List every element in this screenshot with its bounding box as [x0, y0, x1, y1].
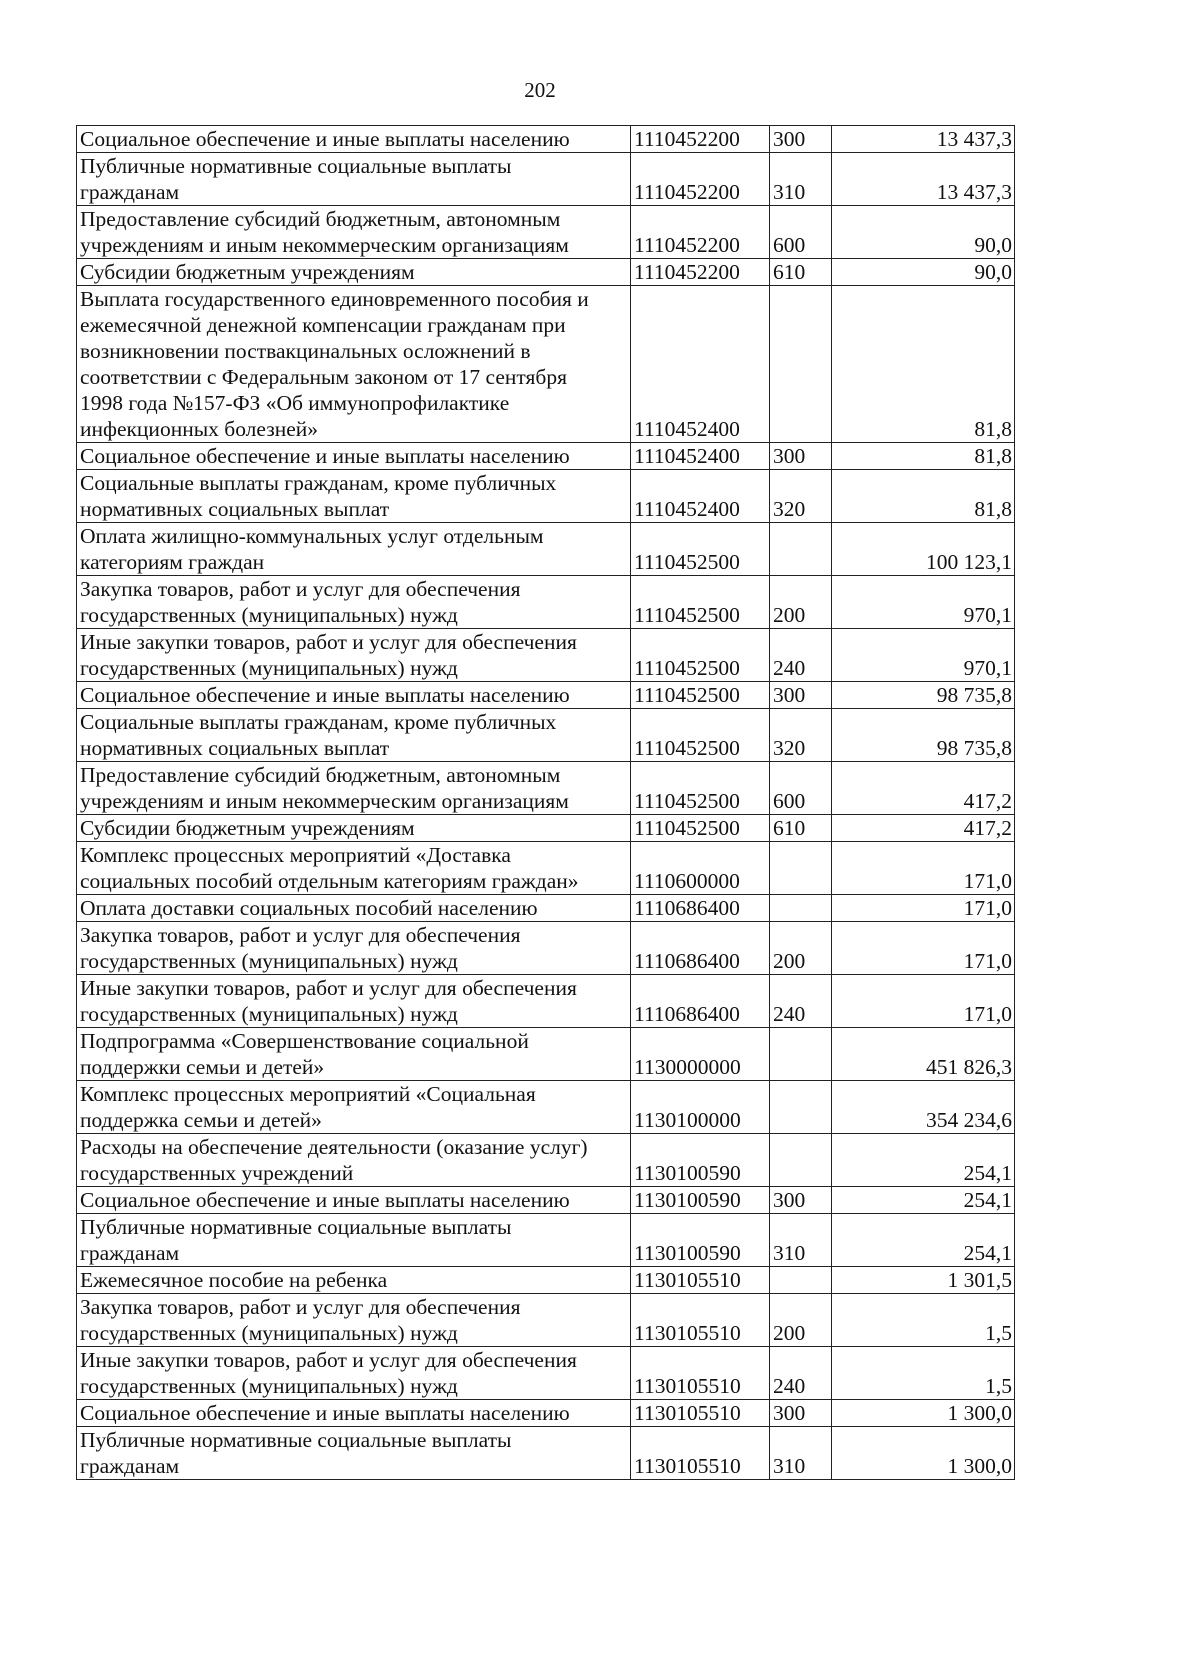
expense-type-cell: 610	[770, 815, 832, 842]
amount-cell: 171,0	[832, 922, 1015, 975]
table-row	[77, 153, 1015, 206]
target-code-cell: 1110452200	[631, 259, 770, 286]
amount-cell: 354 234,6	[832, 1081, 1015, 1134]
amount-cell: 90,0	[832, 259, 1015, 286]
expense-type-cell: 300	[770, 126, 832, 153]
target-code-cell: 1110452400	[631, 443, 770, 470]
target-code-cell: 1130000000	[631, 1028, 770, 1081]
amount-cell: 970,1	[832, 576, 1015, 629]
expense-name-cell: Социальное обеспечение и иные выплаты населению	[77, 443, 631, 470]
target-code-cell: 1130100000	[631, 1081, 770, 1134]
expense-name-cell: Иные закупки товаров, работ и услуг для обеспечения государственных (муниципальных) нужд	[77, 629, 631, 682]
target-code-cell: 1130105510	[631, 1427, 770, 1480]
expense-name-cell: Оплата жилищно-коммунальных услуг отдельным категориям граждан	[77, 523, 631, 576]
expense-name-cell: Социальное обеспечение и иные выплаты населению	[77, 1187, 631, 1214]
expense-type-cell	[770, 1028, 832, 1081]
amount-cell: 1,5	[832, 1294, 1015, 1347]
amount-cell: 254,1	[832, 1134, 1015, 1187]
expense-type-cell	[770, 1267, 832, 1294]
amount-cell: 81,8	[832, 470, 1015, 523]
table-row	[77, 1427, 1015, 1480]
amount-cell: 13 437,3	[832, 153, 1015, 206]
amount-cell: 1,5	[832, 1347, 1015, 1400]
target-code-cell: 1130100590	[631, 1134, 770, 1187]
target-code-cell: 1130105510	[631, 1347, 770, 1400]
expense-type-cell	[770, 842, 832, 895]
expense-name-cell: Ежемесячное пособие на ребенка	[77, 1267, 631, 1294]
table-row	[77, 1267, 1015, 1294]
amount-cell: 13 437,3	[832, 126, 1015, 153]
expense-name-cell: Закупка товаров, работ и услуг для обеспечения государственных (муниципальных) нужд	[77, 922, 631, 975]
amount-cell: 1 300,0	[832, 1427, 1015, 1480]
target-code-cell: 1130105510	[631, 1294, 770, 1347]
table-row	[77, 629, 1015, 682]
expense-name-cell: Предоставление субсидий бюджетным, автономным учреждениям и иным некоммерческим организациям	[77, 762, 631, 815]
amount-cell: 254,1	[832, 1187, 1015, 1214]
expense-type-cell: 600	[770, 762, 832, 815]
expense-type-cell: 300	[770, 682, 832, 709]
expense-type-cell	[770, 1081, 832, 1134]
table-row	[77, 206, 1015, 259]
expense-name-cell: Иные закупки товаров, работ и услуг для обеспечения государственных (муниципальных) нужд	[77, 975, 631, 1028]
target-code-cell: 1110452500	[631, 815, 770, 842]
expense-name-cell: Выплата государственного единовременного пособия и ежемесячной денежной компенсации гражданам при возникновении поствакцинальных осложнений в соответствии с Федеральным законом от 17 сентября 1998 года №157-ФЗ «Об иммунопрофилактике инфекционных болезней»	[77, 286, 631, 443]
amount-cell: 171,0	[832, 895, 1015, 922]
expense-type-cell: 310	[770, 1214, 832, 1267]
budget-table-body	[77, 126, 1015, 1480]
expense-name-cell: Социальное обеспечение и иные выплаты населению	[77, 126, 631, 153]
table-row	[77, 1081, 1015, 1134]
amount-cell: 98 735,8	[832, 682, 1015, 709]
target-code-cell: 1110686400	[631, 975, 770, 1028]
amount-cell: 171,0	[832, 842, 1015, 895]
expense-type-cell: 320	[770, 470, 832, 523]
table-row	[77, 1400, 1015, 1427]
table-row	[77, 975, 1015, 1028]
amount-cell: 417,2	[832, 762, 1015, 815]
target-code-cell: 1110452200	[631, 126, 770, 153]
table-row	[77, 470, 1015, 523]
expense-name-cell: Подпрограмма «Совершенствование социальной поддержки семьи и детей»	[77, 1028, 631, 1081]
table-row	[77, 443, 1015, 470]
amount-cell: 1 301,5	[832, 1267, 1015, 1294]
amount-cell: 254,1	[832, 1214, 1015, 1267]
amount-cell: 451 826,3	[832, 1028, 1015, 1081]
table-row	[77, 1214, 1015, 1267]
amount-cell: 90,0	[832, 206, 1015, 259]
expense-name-cell: Закупка товаров, работ и услуг для обеспечения государственных (муниципальных) нужд	[77, 1294, 631, 1347]
page-number: 202	[524, 78, 556, 102]
target-code-cell: 1130105510	[631, 1400, 770, 1427]
target-code-cell: 1110686400	[631, 922, 770, 975]
table-row	[77, 815, 1015, 842]
expense-type-cell: 200	[770, 576, 832, 629]
table-row	[77, 682, 1015, 709]
expense-type-cell: 240	[770, 975, 832, 1028]
expense-type-cell: 310	[770, 1427, 832, 1480]
amount-cell: 81,8	[832, 286, 1015, 443]
expense-type-cell: 200	[770, 1294, 832, 1347]
amount-cell: 1 300,0	[832, 1400, 1015, 1427]
expense-type-cell: 600	[770, 206, 832, 259]
amount-cell: 81,8	[832, 443, 1015, 470]
expense-name-cell: Социальные выплаты гражданам, кроме публичных нормативных социальных выплат	[77, 709, 631, 762]
target-code-cell: 1110452500	[631, 762, 770, 815]
target-code-cell: 1110452500	[631, 629, 770, 682]
target-code-cell: 1110600000	[631, 842, 770, 895]
table-row	[77, 762, 1015, 815]
table-row	[77, 1187, 1015, 1214]
table-row	[77, 842, 1015, 895]
target-code-cell: 1110452200	[631, 153, 770, 206]
table-row	[77, 1134, 1015, 1187]
target-code-cell: 1110452500	[631, 709, 770, 762]
table-row	[77, 523, 1015, 576]
expense-name-cell: Иные закупки товаров, работ и услуг для обеспечения государственных (муниципальных) нужд	[77, 1347, 631, 1400]
target-code-cell: 1110452500	[631, 576, 770, 629]
expense-type-cell: 300	[770, 1400, 832, 1427]
table-row	[77, 709, 1015, 762]
table-row	[77, 1294, 1015, 1347]
expense-type-cell: 240	[770, 1347, 832, 1400]
expense-name-cell: Социальные выплаты гражданам, кроме публичных нормативных социальных выплат	[77, 470, 631, 523]
expense-name-cell: Публичные нормативные социальные выплаты гражданам	[77, 1214, 631, 1267]
expense-name-cell: Расходы на обеспечение деятельности (оказание услуг) государственных учреждений	[77, 1134, 631, 1187]
expense-name-cell: Социальное обеспечение и иные выплаты населению	[77, 1400, 631, 1427]
expense-name-cell: Субсидии бюджетным учреждениям	[77, 259, 631, 286]
expense-type-cell	[770, 1134, 832, 1187]
expense-type-cell	[770, 895, 832, 922]
target-code-cell: 1110686400	[631, 895, 770, 922]
table-row	[77, 286, 1015, 443]
expense-type-cell: 300	[770, 443, 832, 470]
expense-type-cell: 610	[770, 259, 832, 286]
target-code-cell: 1130100590	[631, 1187, 770, 1214]
target-code-cell: 1130100590	[631, 1214, 770, 1267]
expense-name-cell: Оплата доставки социальных пособий населению	[77, 895, 631, 922]
expense-type-cell: 310	[770, 153, 832, 206]
expense-type-cell: 300	[770, 1187, 832, 1214]
target-code-cell: 1110452200	[631, 206, 770, 259]
expense-type-cell	[770, 286, 832, 443]
table-row	[77, 126, 1015, 153]
expense-type-cell: 200	[770, 922, 832, 975]
expense-name-cell: Комплекс процессных мероприятий «Социальная поддержка семьи и детей»	[77, 1081, 631, 1134]
table-row	[77, 1347, 1015, 1400]
expense-name-cell: Субсидии бюджетным учреждениям	[77, 815, 631, 842]
expense-type-cell: 240	[770, 629, 832, 682]
expense-name-cell: Предоставление субсидий бюджетным, автономным учреждениям и иным некоммерческим организациям	[77, 206, 631, 259]
amount-cell: 98 735,8	[832, 709, 1015, 762]
expense-name-cell: Комплекс процессных мероприятий «Доставка социальных пособий отдельным категориям граждан»	[77, 842, 631, 895]
target-code-cell: 1110452500	[631, 523, 770, 576]
amount-cell: 100 123,1	[832, 523, 1015, 576]
expense-type-cell	[770, 523, 832, 576]
expense-name-cell: Социальное обеспечение и иные выплаты населению	[77, 682, 631, 709]
expense-name-cell: Закупка товаров, работ и услуг для обеспечения государственных (муниципальных) нужд	[77, 576, 631, 629]
target-code-cell: 1130105510	[631, 1267, 770, 1294]
amount-cell: 171,0	[832, 975, 1015, 1028]
table-row	[77, 1028, 1015, 1081]
target-code-cell: 1110452400	[631, 470, 770, 523]
table-row	[77, 895, 1015, 922]
amount-cell: 417,2	[832, 815, 1015, 842]
target-code-cell: 1110452400	[631, 286, 770, 443]
table-row	[77, 576, 1015, 629]
expense-name-cell: Публичные нормативные социальные выплаты гражданам	[77, 1427, 631, 1480]
table-row	[77, 922, 1015, 975]
target-code-cell: 1110452500	[631, 682, 770, 709]
budget-table	[76, 125, 1015, 1480]
expense-name-cell: Публичные нормативные социальные выплаты гражданам	[77, 153, 631, 206]
table-row	[77, 259, 1015, 286]
amount-cell: 970,1	[832, 629, 1015, 682]
expense-type-cell: 320	[770, 709, 832, 762]
